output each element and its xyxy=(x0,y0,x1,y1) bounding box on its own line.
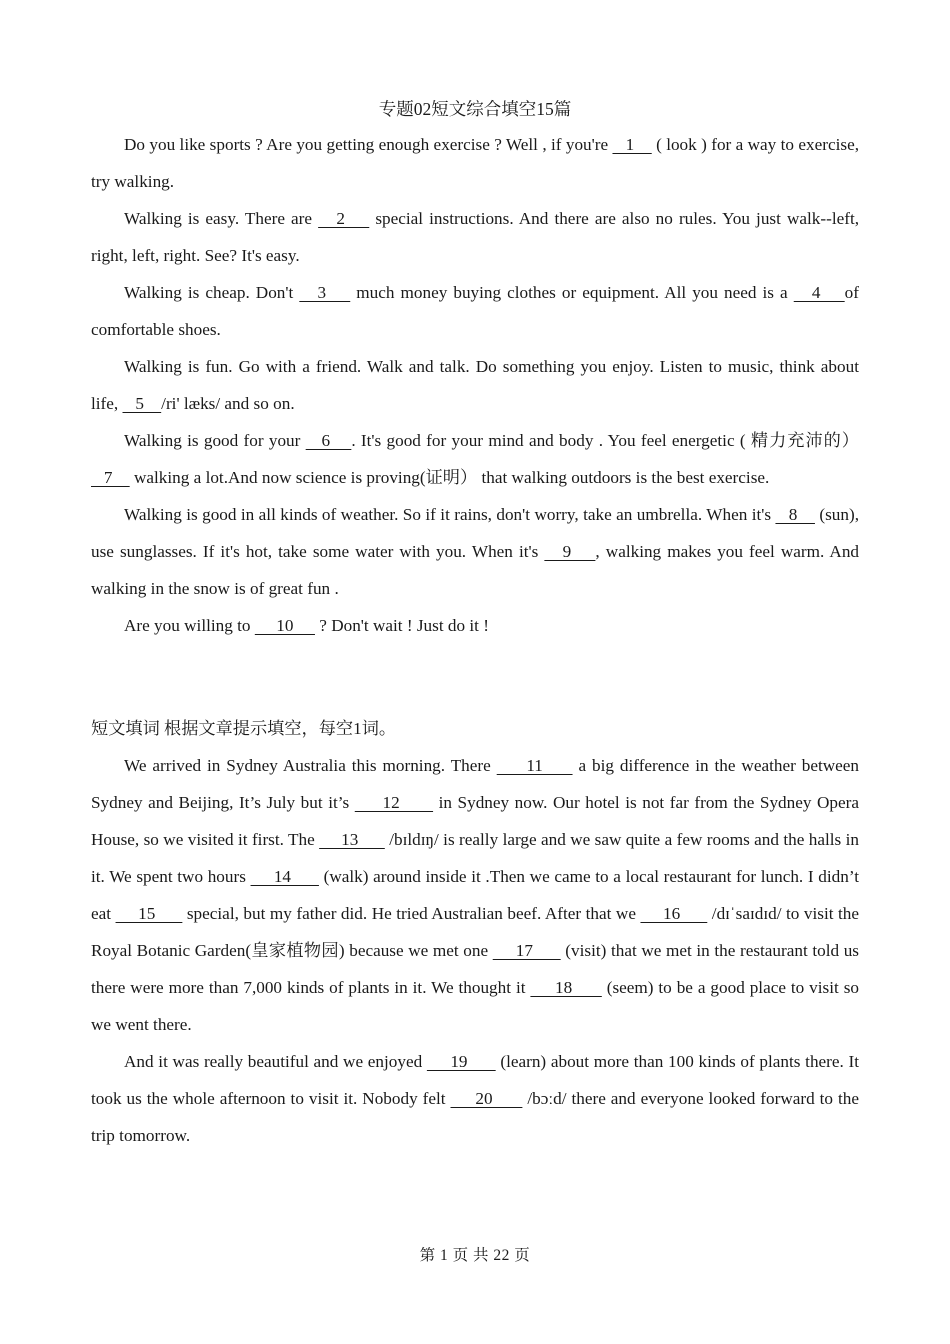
blank-19[interactable]: 19 xyxy=(426,1052,496,1071)
blank-11[interactable]: 11 xyxy=(496,756,573,775)
paragraph: Walking is good in all kinds of weather. So if it rains, don't worry, take an umbrella. When it's 8 (sun), use sunglasses. If it's hot, take some water with you. When it's 9 , walking makes you feel warm. And walking in the snow is of great fun . xyxy=(91,505,860,598)
blank-10[interactable]: 10 xyxy=(254,616,315,635)
blank-18[interactable]: 18 xyxy=(530,978,602,997)
blank-2[interactable]: 2 xyxy=(318,209,370,228)
blank-20[interactable]: 20 xyxy=(450,1089,523,1108)
paragraph: Walking is easy. There are 2 special instructions. And there are also no rules. You just walk--left, right, left, right. See? It's easy. xyxy=(91,209,860,265)
paragraph: And it was really beautiful and we enjoyed 19 (learn) about more than 100 kinds of plants there. It took us the whole afternoon to visit it. Nobody felt 20 /bɔːd/ there and everyone looked forward to the trip tomorrow. xyxy=(91,1052,860,1145)
blank-14[interactable]: 14 xyxy=(250,867,319,886)
passage-two xyxy=(91,710,859,1154)
blank-12[interactable]: 12 xyxy=(354,793,434,812)
blank-16[interactable]: 16 xyxy=(640,904,708,923)
document-title: 专题02短文综合填空15篇 xyxy=(378,99,572,119)
blank-17[interactable]: 17 xyxy=(492,941,561,960)
paragraph: Walking is cheap. Don't 3 much money buying clothes or equipment. All you need is a 4 of comfortable shoes. xyxy=(91,283,859,339)
section-heading: 短文填词 根据文章提示填空，每空1词。 xyxy=(91,719,397,738)
blank-5[interactable]: 5 xyxy=(122,394,162,413)
blank-6[interactable]: 6 xyxy=(305,431,352,450)
blank-13[interactable]: 13 xyxy=(319,830,385,849)
paragraph: Walking is fun. Go with a friend. Walk and talk. Do something you enjoy. Listen to music, think about life, 5 /ri' læks/ and so on. xyxy=(91,357,859,413)
blank-4[interactable]: 4 xyxy=(793,283,845,302)
passage-one xyxy=(91,126,859,644)
blank-7[interactable]: 7 xyxy=(91,468,130,487)
paragraph: Are you willing to 10 ? Don't wait ! Just do it ! xyxy=(124,616,489,635)
paragraph: Do you like sports ? Are you getting enough exercise ? Well , if you're 1 ( look ) for a way to exercise, try walking. xyxy=(91,135,859,191)
blank-15[interactable]: 15 xyxy=(115,904,183,923)
blank-8[interactable]: 8 xyxy=(775,505,815,524)
blank-3[interactable]: 3 xyxy=(299,283,351,302)
blank-9[interactable]: 9 xyxy=(544,542,596,561)
blank-1[interactable]: 1 xyxy=(612,135,652,154)
paragraph: Walking is good for your 6 . It's good for your mind and body . You feel energetic ( 精力充沛的） 7 walking a lot.And now science is proving(证明） that walking outdoors is the best exercise. xyxy=(91,431,859,487)
paragraph: We arrived in Sydney Australia this morning. There 11 a big difference in the weather between Sydney and Beijing, It’s July but it’s 12 in Sydney now. Our hotel is not far from the Sydney Opera House, so we visited it first. The 13 /bɪldɪŋ/ is really large and we saw quite a few rooms and the halls in it. We spent two hours 14 (walk) around inside it .Then we came to a local restaurant for lunch. I didn’t eat 15 special, but my father did. He tried Australian beef. After that we 16 /dɪˈsaɪdɪd/ to visit the Royal Botanic Garden(皇家植物园) because we met one 17 (visit) that we met in the restaurant told us there were more than 7,000 kinds of plants in it. We thought it 18 (seem) to be a good place to visit so we went there. xyxy=(91,756,860,1034)
page-footer: 第 1 页 共 22 页 xyxy=(419,1247,531,1264)
